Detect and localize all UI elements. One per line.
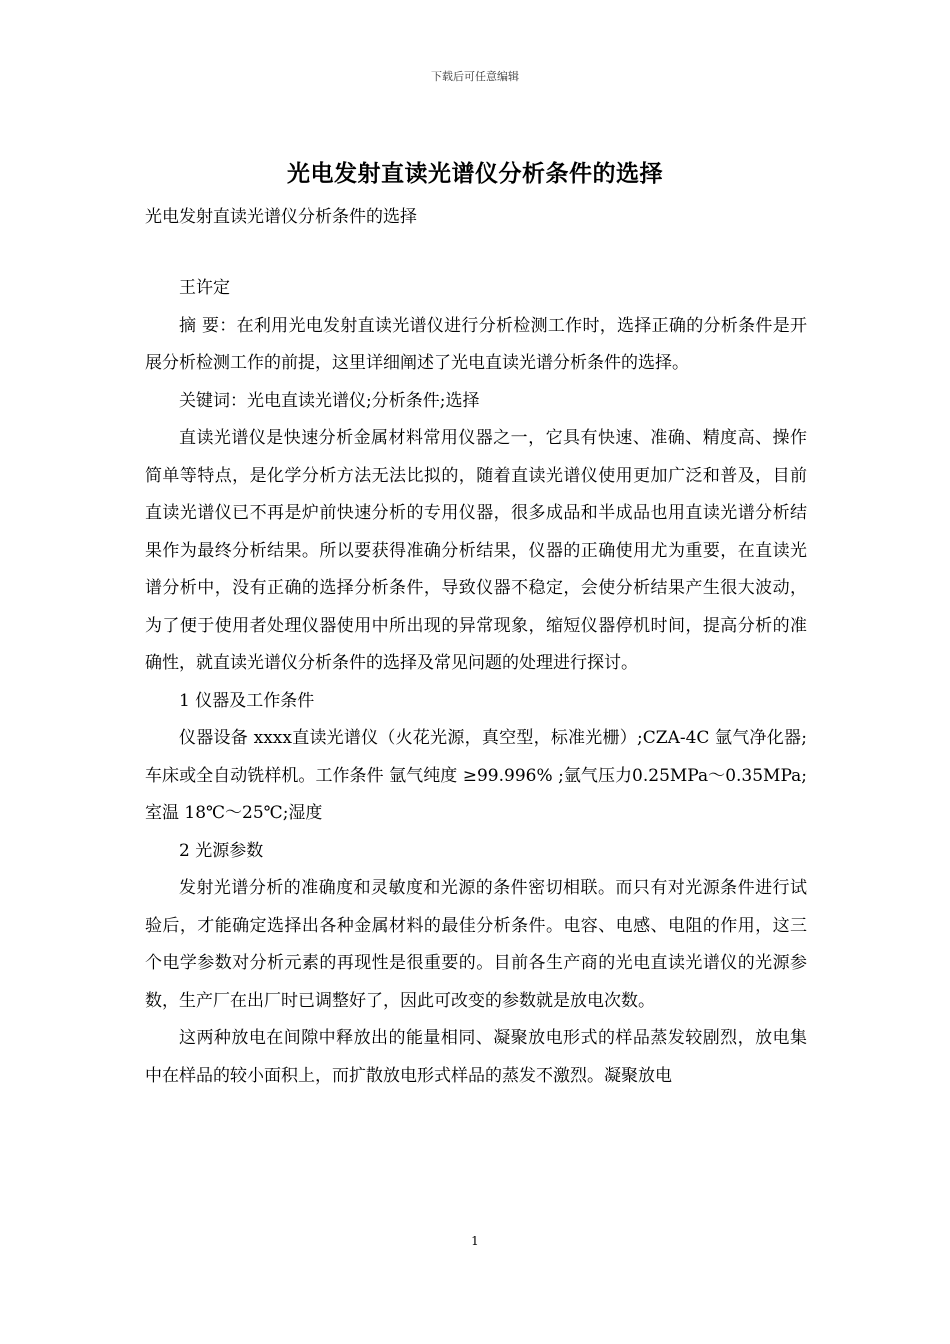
- abstract-paragraph: 摘 要：在利用光电发射直读光谱仪进行分析检测工作时，选择正确的分析条件是开展分析检测工作的前提，这里详细阐述了光电直读光谱分析条件的选择。: [145, 315, 807, 373]
- section-2-heading: 2 光源参数: [179, 840, 264, 861]
- header-note: 下载后可任意编辑: [431, 70, 519, 83]
- section-2-paragraph-1: 发射光谱分析的准确度和灵敏度和光源的条件密切相联。而只有对光源条件进行试验后，才能确定选择出各种金属材料的最佳分析条件。电容、电感、电阻的作用，这三个电学参数对分析元素的再现性是很重要的。目前各生产商的光电直读光谱仪的光源参数，生产厂在出厂时已调整好了，因此可改变的参数就是放电次数。: [145, 878, 807, 1011]
- document-subtitle: 光电发射直读光谱仪分析条件的选择: [145, 207, 417, 227]
- document-title: 光电发射直读光谱仪分析条件的选择: [287, 160, 663, 187]
- section-2-paragraph-2: 这两种放电在间隙中释放出的能量相同、凝聚放电形式的样品蒸发较剧烈，放电集中在样品的较小面积上，而扩散放电形式样品的蒸发不激烈。凝聚放电: [145, 1028, 807, 1086]
- page-number: 1: [471, 1234, 479, 1248]
- document-body: [145, 270, 807, 1095]
- keywords-paragraph: 关键词：光电直读光谱仪;分析条件;选择: [179, 390, 480, 411]
- section-1-paragraph: 仪器设备 xxxx直读光谱仪（火花光源，真空型，标准光栅）;CZA-4C 氩气净化器;车床或全自动铣样机。工作条件 氩气纯度 ≥99.996% ;氩气压力0.25MPa～0.35MPa;室温 18℃～25℃;湿度: [145, 728, 807, 823]
- intro-paragraph: 直读光谱仪是快速分析金属材料常用仪器之一，它具有快速、准确、精度高、操作简单等特点，是化学分析方法无法比拟的，随着直读光谱仪使用更加广泛和普及，目前直读光谱仪已不再是炉前快速分析的专用仪器，很多成品和半成品也用直读光谱分析结果作为最终分析结果。所以要获得准确分析结果，仪器的正确使用尤为重要，在直读光谱分析中，没有正确的选择分析条件，导致仪器不稳定，会使分析结果产生很大波动，为了便于使用者处理仪器使用中所出现的异常现象，缩短仪器停机时间，提高分析的准确性，就直读光谱仪分析条件的选择及常见问题的处理进行探讨。: [145, 428, 807, 673]
- section-1-heading: 1 仪器及工作条件: [179, 690, 315, 711]
- author: 王许定: [179, 278, 230, 298]
